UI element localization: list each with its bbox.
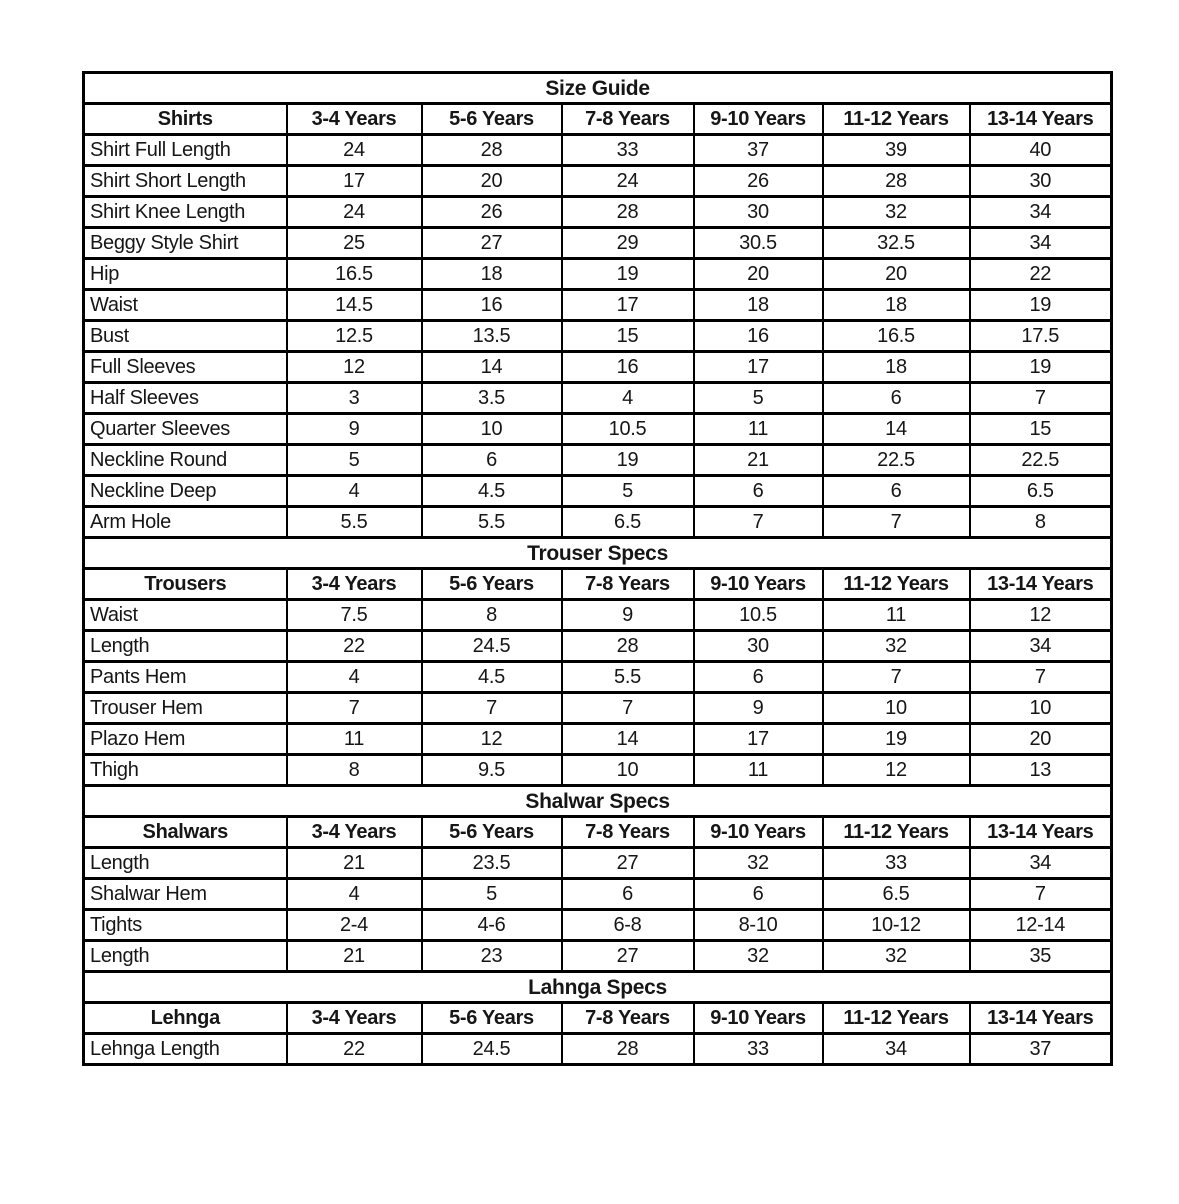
column-header: 5-6 Years (422, 104, 562, 135)
cell-value: 9.5 (422, 755, 562, 786)
row-label: Full Sleeves (84, 352, 287, 383)
table-row (84, 228, 1112, 259)
cell-value: 5.5 (287, 507, 422, 538)
size-guide-table (82, 71, 1113, 1066)
cell-value: 24 (287, 135, 422, 166)
column-header: 7-8 Years (562, 104, 694, 135)
cell-value: 4-6 (422, 910, 562, 941)
cell-value: 34 (970, 197, 1112, 228)
column-header: 9-10 Years (694, 104, 823, 135)
cell-value: 10 (970, 693, 1112, 724)
column-header: 3-4 Years (287, 1003, 422, 1034)
cell-value: 28 (562, 197, 694, 228)
table-row (84, 910, 1112, 941)
cell-value: 6 (694, 476, 823, 507)
cell-value: 7 (970, 383, 1112, 414)
cell-value: 18 (694, 290, 823, 321)
cell-value: 20 (422, 166, 562, 197)
cell-value: 39 (823, 135, 970, 166)
section-header-label: Trousers (84, 569, 287, 600)
table-row (84, 693, 1112, 724)
cell-value: 33 (694, 1034, 823, 1065)
cell-value: 4.5 (422, 476, 562, 507)
cell-value: 12-14 (970, 910, 1112, 941)
section-header-row (84, 104, 1112, 135)
cell-value: 17 (287, 166, 422, 197)
cell-value: 4 (562, 383, 694, 414)
row-label: Beggy Style Shirt (84, 228, 287, 259)
cell-value: 30 (970, 166, 1112, 197)
cell-value: 19 (970, 290, 1112, 321)
section-header-row (84, 569, 1112, 600)
row-label: Bust (84, 321, 287, 352)
table-row (84, 755, 1112, 786)
cell-value: 18 (823, 290, 970, 321)
cell-value: 21 (694, 445, 823, 476)
cell-value: 33 (562, 135, 694, 166)
column-header: 13-14 Years (970, 104, 1112, 135)
cell-value: 6.5 (823, 879, 970, 910)
cell-value: 9 (562, 600, 694, 631)
cell-value: 27 (422, 228, 562, 259)
row-label: Shalwar Hem (84, 879, 287, 910)
cell-value: 27 (562, 848, 694, 879)
cell-value: 7 (562, 693, 694, 724)
cell-value: 37 (970, 1034, 1112, 1065)
row-label: Quarter Sleeves (84, 414, 287, 445)
column-header: 11-12 Years (823, 104, 970, 135)
cell-value: 6 (694, 879, 823, 910)
column-header: 13-14 Years (970, 569, 1112, 600)
cell-value: 19 (970, 352, 1112, 383)
cell-value: 8 (287, 755, 422, 786)
cell-value: 28 (823, 166, 970, 197)
cell-value: 4 (287, 476, 422, 507)
cell-value: 6 (422, 445, 562, 476)
cell-value: 7 (823, 662, 970, 693)
column-header: 9-10 Years (694, 1003, 823, 1034)
cell-value: 5.5 (422, 507, 562, 538)
size-table-body (84, 104, 1112, 1065)
table-row (84, 352, 1112, 383)
section-title: Trouser Specs (84, 538, 1112, 569)
section-title-row (84, 786, 1112, 817)
cell-value: 34 (970, 631, 1112, 662)
cell-value: 20 (970, 724, 1112, 755)
cell-value: 32 (823, 631, 970, 662)
column-header: 7-8 Years (562, 817, 694, 848)
cell-value: 29 (562, 228, 694, 259)
cell-value: 15 (970, 414, 1112, 445)
cell-value: 34 (823, 1034, 970, 1065)
table-row (84, 197, 1112, 228)
cell-value: 16 (562, 352, 694, 383)
cell-value: 12 (823, 755, 970, 786)
cell-value: 7 (970, 662, 1112, 693)
cell-value: 7 (287, 693, 422, 724)
cell-value: 35 (970, 941, 1112, 972)
table-row (84, 848, 1112, 879)
cell-value: 30 (694, 631, 823, 662)
cell-value: 26 (422, 197, 562, 228)
cell-value: 33 (823, 848, 970, 879)
cell-value: 26 (694, 166, 823, 197)
cell-value: 23 (422, 941, 562, 972)
cell-value: 19 (562, 445, 694, 476)
cell-value: 22.5 (970, 445, 1112, 476)
row-label: Arm Hole (84, 507, 287, 538)
cell-value: 10 (422, 414, 562, 445)
cell-value: 22 (287, 631, 422, 662)
cell-value: 21 (287, 941, 422, 972)
column-header: 13-14 Years (970, 1003, 1112, 1034)
cell-value: 30.5 (694, 228, 823, 259)
cell-value: 32 (694, 941, 823, 972)
cell-value: 32.5 (823, 228, 970, 259)
cell-value: 6.5 (562, 507, 694, 538)
cell-value: 14 (562, 724, 694, 755)
cell-value: 22.5 (823, 445, 970, 476)
column-header: 13-14 Years (970, 817, 1112, 848)
row-label: Waist (84, 600, 287, 631)
cell-value: 19 (823, 724, 970, 755)
cell-value: 7 (970, 879, 1112, 910)
cell-value: 17 (562, 290, 694, 321)
cell-value: 34 (970, 228, 1112, 259)
section-header-row (84, 817, 1112, 848)
cell-value: 24 (287, 197, 422, 228)
cell-value: 4 (287, 879, 422, 910)
row-label: Neckline Round (84, 445, 287, 476)
table-row (84, 631, 1112, 662)
row-label: Neckline Deep (84, 476, 287, 507)
table-row (84, 383, 1112, 414)
cell-value: 12.5 (287, 321, 422, 352)
column-header: 3-4 Years (287, 104, 422, 135)
row-label: Trouser Hem (84, 693, 287, 724)
cell-value: 14 (422, 352, 562, 383)
cell-value: 11 (694, 414, 823, 445)
table-row (84, 290, 1112, 321)
cell-value: 16 (694, 321, 823, 352)
cell-value: 20 (823, 259, 970, 290)
table-row (84, 724, 1112, 755)
row-label: Lehnga Length (84, 1034, 287, 1065)
section-header-label: Shalwars (84, 817, 287, 848)
cell-value: 17.5 (970, 321, 1112, 352)
cell-value: 5 (562, 476, 694, 507)
cell-value: 15 (562, 321, 694, 352)
cell-value: 17 (694, 724, 823, 755)
cell-value: 3 (287, 383, 422, 414)
cell-value: 10.5 (562, 414, 694, 445)
row-label: Pants Hem (84, 662, 287, 693)
cell-value: 6 (562, 879, 694, 910)
cell-value: 12 (422, 724, 562, 755)
row-label: Length (84, 848, 287, 879)
section-header-label: Shirts (84, 104, 287, 135)
cell-value: 22 (970, 259, 1112, 290)
section-title-row (84, 972, 1112, 1003)
cell-value: 37 (694, 135, 823, 166)
cell-value: 17 (694, 352, 823, 383)
column-header: 3-4 Years (287, 817, 422, 848)
section-title-row (84, 538, 1112, 569)
cell-value: 28 (562, 631, 694, 662)
cell-value: 10 (562, 755, 694, 786)
cell-value: 12 (970, 600, 1112, 631)
row-label: Length (84, 631, 287, 662)
table-row (84, 662, 1112, 693)
cell-value: 20 (694, 259, 823, 290)
cell-value: 10-12 (823, 910, 970, 941)
cell-value: 22 (287, 1034, 422, 1065)
cell-value: 6 (694, 662, 823, 693)
row-label: Shirt Short Length (84, 166, 287, 197)
table-row (84, 135, 1112, 166)
cell-value: 8 (422, 600, 562, 631)
row-label: Shirt Knee Length (84, 197, 287, 228)
cell-value: 8-10 (694, 910, 823, 941)
column-header: 5-6 Years (422, 569, 562, 600)
cell-value: 34 (970, 848, 1112, 879)
cell-value: 21 (287, 848, 422, 879)
cell-value: 6-8 (562, 910, 694, 941)
cell-value: 11 (694, 755, 823, 786)
cell-value: 9 (694, 693, 823, 724)
column-header: 11-12 Years (823, 1003, 970, 1034)
cell-value: 40 (970, 135, 1112, 166)
cell-value: 5.5 (562, 662, 694, 693)
table-row (84, 445, 1112, 476)
cell-value: 18 (823, 352, 970, 383)
cell-value: 10 (823, 693, 970, 724)
cell-value: 13 (970, 755, 1112, 786)
cell-value: 19 (562, 259, 694, 290)
cell-value: 25 (287, 228, 422, 259)
cell-value: 32 (694, 848, 823, 879)
cell-value: 7 (694, 507, 823, 538)
cell-value: 16.5 (823, 321, 970, 352)
section-header-row (84, 1003, 1112, 1034)
row-label: Half Sleeves (84, 383, 287, 414)
section-title: Shalwar Specs (84, 786, 1112, 817)
column-header: 9-10 Years (694, 817, 823, 848)
cell-value: 3.5 (422, 383, 562, 414)
cell-value: 6 (823, 476, 970, 507)
row-label: Length (84, 941, 287, 972)
cell-value: 18 (422, 259, 562, 290)
table-row (84, 1034, 1112, 1065)
column-header: 5-6 Years (422, 817, 562, 848)
cell-value: 6.5 (970, 476, 1112, 507)
row-label: Thigh (84, 755, 287, 786)
cell-value: 5 (694, 383, 823, 414)
cell-value: 7.5 (287, 600, 422, 631)
cell-value: 12 (287, 352, 422, 383)
row-label: Plazo Hem (84, 724, 287, 755)
cell-value: 13.5 (422, 321, 562, 352)
cell-value: 14.5 (287, 290, 422, 321)
cell-value: 27 (562, 941, 694, 972)
cell-value: 14 (823, 414, 970, 445)
cell-value: 32 (823, 197, 970, 228)
table-row (84, 166, 1112, 197)
cell-value: 24.5 (422, 1034, 562, 1065)
column-header: 5-6 Years (422, 1003, 562, 1034)
table-row (84, 941, 1112, 972)
cell-value: 6 (823, 383, 970, 414)
cell-value: 28 (422, 135, 562, 166)
cell-value: 16.5 (287, 259, 422, 290)
cell-value: 11 (287, 724, 422, 755)
row-label: Tights (84, 910, 287, 941)
cell-value: 7 (823, 507, 970, 538)
cell-value: 24.5 (422, 631, 562, 662)
column-header: 11-12 Years (823, 569, 970, 600)
cell-value: 8 (970, 507, 1112, 538)
cell-value: 24 (562, 166, 694, 197)
cell-value: 5 (422, 879, 562, 910)
table-title-row (84, 73, 1112, 104)
cell-value: 32 (823, 941, 970, 972)
table-row (84, 476, 1112, 507)
cell-value: 9 (287, 414, 422, 445)
table-title: Size Guide (84, 73, 1112, 104)
table-row (84, 414, 1112, 445)
cell-value: 23.5 (422, 848, 562, 879)
cell-value: 30 (694, 197, 823, 228)
row-label: Hip (84, 259, 287, 290)
column-header: 3-4 Years (287, 569, 422, 600)
column-header: 11-12 Years (823, 817, 970, 848)
cell-value: 16 (422, 290, 562, 321)
table-row (84, 600, 1112, 631)
cell-value: 11 (823, 600, 970, 631)
column-header: 9-10 Years (694, 569, 823, 600)
cell-value: 10.5 (694, 600, 823, 631)
column-header: 7-8 Years (562, 569, 694, 600)
cell-value: 28 (562, 1034, 694, 1065)
table-row (84, 879, 1112, 910)
table-row (84, 321, 1112, 352)
row-label: Waist (84, 290, 287, 321)
section-header-label: Lehnga (84, 1003, 287, 1034)
cell-value: 5 (287, 445, 422, 476)
cell-value: 7 (422, 693, 562, 724)
row-label: Shirt Full Length (84, 135, 287, 166)
table-row (84, 259, 1112, 290)
cell-value: 4 (287, 662, 422, 693)
table-row (84, 507, 1112, 538)
cell-value: 2-4 (287, 910, 422, 941)
column-header: 7-8 Years (562, 1003, 694, 1034)
section-title: Lahnga Specs (84, 972, 1112, 1003)
cell-value: 4.5 (422, 662, 562, 693)
